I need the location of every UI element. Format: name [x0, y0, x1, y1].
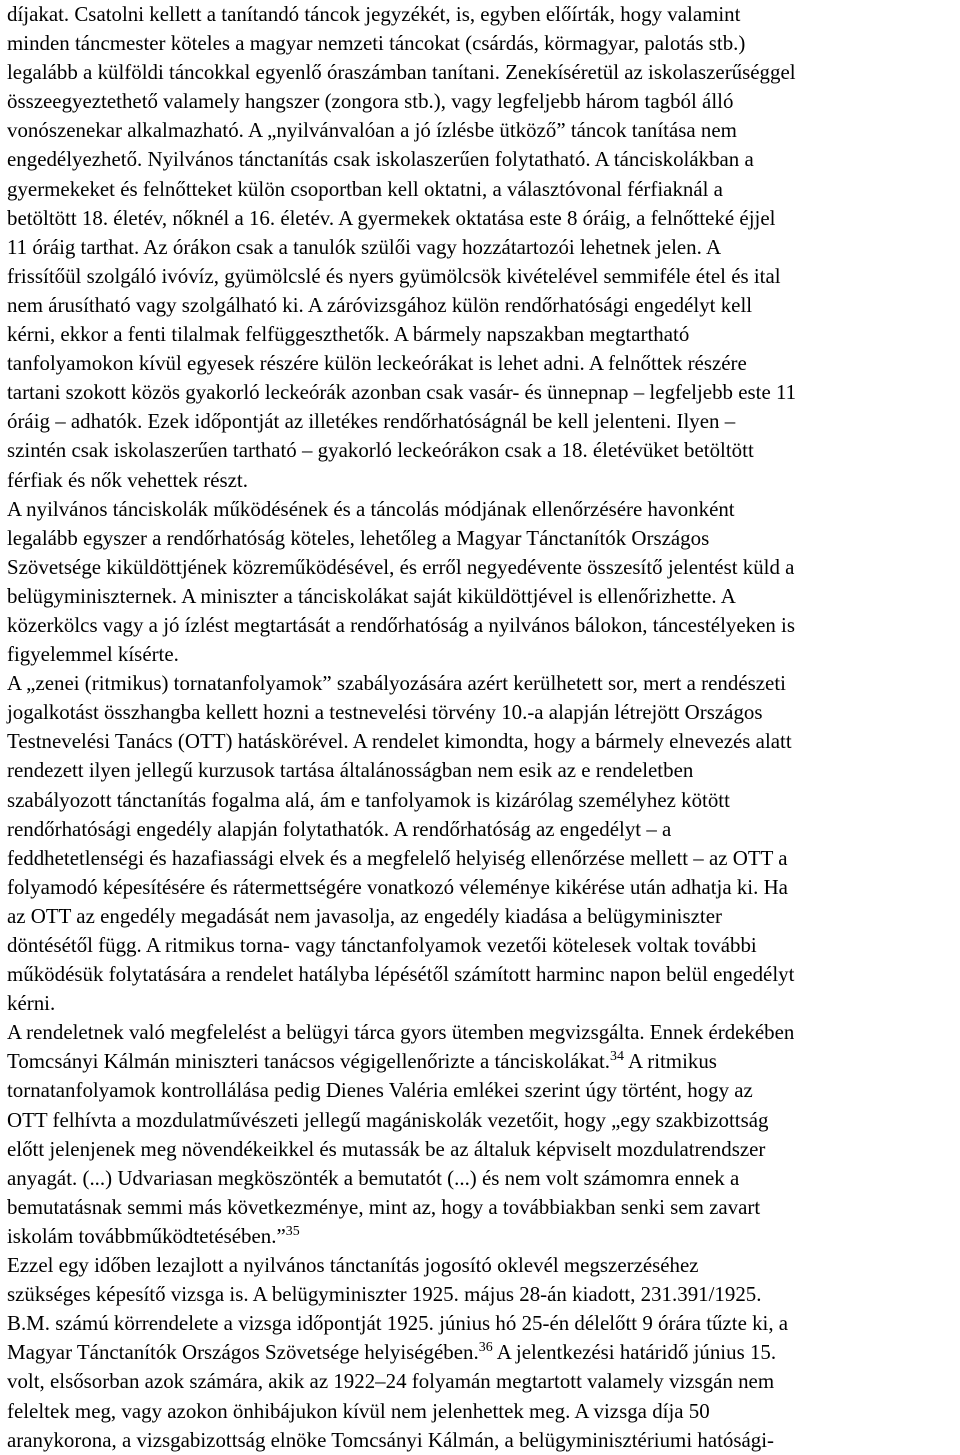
text-line [7, 669, 953, 698]
text-line [7, 116, 953, 145]
line-text: anyagát. (...) Udvariasan megköszönték a bemutatót (...) és nem volt számomra ennek a [7, 1165, 740, 1190]
line-text: feleltek meg, vagy azokon önhibájukon kívül nem jelenhettek meg. A vizsga díja 50 [7, 1398, 710, 1423]
text-line [7, 582, 953, 611]
text-line [7, 640, 953, 669]
line-text: Tomcsányi Kálmán miniszteri tanácsos végigellenőrizte a tánciskolákat. [7, 1049, 611, 1074]
text-line [7, 960, 953, 989]
line-text: feddhetetlenségi és hazafiassági elvek és a megfelelő helyiség ellenőrzése mellett – az OTT a [7, 845, 788, 870]
line-text: összeegyeztethető valamely hangszer (zongora stb.), vagy legfeljebb három tagból álló [7, 89, 734, 114]
line-text: kérni. [7, 991, 56, 1016]
line-text: minden táncmester köteles a magyar nemzeti táncokat (csárdás, körmagyar, palotás stb.) [7, 31, 746, 56]
line-text: B.M. számú körrendelete a vizsga időpontját 1925. június hó 25-én délelőtt 9 órára tűzte ki, a [7, 1311, 789, 1336]
text-line [7, 1338, 953, 1367]
line-text: vonószenekar alkalmazható. A „nyilvánvalóan a jó ízlésbe ütköző” táncok tanítása nem [7, 118, 737, 143]
text-line [7, 87, 953, 116]
text-line [7, 495, 953, 524]
line-text: szabályozott tánctanítás fogalma alá, ám e tanfolyamok is kizárólag személyhez kötött [7, 787, 730, 812]
text-line [7, 902, 953, 931]
text-line [7, 466, 953, 495]
line-text: jogalkotást összhangba kellett hozni a testnevelési törvény 10.-a alapján létrejött Országos [7, 700, 763, 725]
line-text-continued: A ritmikus [623, 1049, 717, 1074]
text-line [7, 0, 953, 29]
text-line [7, 553, 953, 582]
footnote-marker[interactable]: 34 [610, 1049, 624, 1065]
text-line [7, 320, 953, 349]
line-text: frissítőül szolgáló ivóvíz, gyümölcslé és nyers gyümölcsök kivételével semmiféle étel és ital [7, 263, 781, 288]
line-text: szükséges képesítő vizsga is. A belügyminiszter 1925. május 28-án kiadott, 231.391/1925. [7, 1282, 762, 1307]
text-line [7, 262, 953, 291]
line-text: kérni, ekkor a fenti tilalmak felfüggeszthetők. A bármely napszakban megtartható [7, 322, 690, 347]
text-line [7, 1076, 953, 1105]
text-line [7, 611, 953, 640]
line-text: A rendeletnek való megfelelést a belügyi tárca gyors ütemben megvizsgálta. Ennek érdekében [7, 1020, 795, 1045]
text-line [7, 989, 953, 1018]
line-text: tanfolyamokon kívül egyesek részére külön leckeórákat is lehet adni. A felnőttek részére [7, 351, 747, 376]
text-line [7, 204, 953, 233]
line-text: szintén csak iskolaszerűen tartható – gyakorló leckeórákon csak a 18. életévüket betöltött [7, 438, 754, 463]
line-text: óráig – adhatók. Ezek időpontját az illetékes rendőrhatóságnál be kell jelenteni. Ilyen – [7, 409, 736, 434]
text-line [7, 931, 953, 960]
text-line [7, 524, 953, 553]
line-text: tartani szokott közös gyakorló leckeórák azonban csak vasár- és ünnepnap – legfeljebb este 11 [7, 380, 797, 405]
line-text: rendezett ilyen jellegű kurzusok tartása általánosságban nem esik az e rendeletben [7, 758, 694, 783]
text-line [7, 727, 953, 756]
document-page [7, 0, 957, 1455]
line-text: figyelemmel kísérte. [7, 642, 179, 667]
text-line [7, 815, 953, 844]
text-line [7, 756, 953, 785]
line-text-continued: A jelentkezési határidő június 15. [492, 1340, 777, 1365]
text-line [7, 844, 953, 873]
footnote-marker[interactable]: 36 [478, 1340, 493, 1356]
text-line [7, 58, 953, 87]
text-line [7, 378, 953, 407]
line-text: Szövetsége kiküldöttjének közreműködésével, és erről negyedévente összesítő jelentést küld a [7, 554, 795, 579]
text-line [7, 873, 953, 902]
line-text: betöltött 18. életév, nőknél a 16. életév. A gyermekek oktatása este 8 óráig, a felnőtteké éjjel [7, 205, 776, 230]
line-text: legalább egyszer a rendőrhatóság köteles, lehetőleg a Magyar Tánctanítók Országos [7, 525, 710, 550]
line-text: iskolám továbbműködtetésében.” [7, 1223, 286, 1248]
line-text: díjakat. Csatolni kellett a tanítandó táncok jegyzékét, is, egyben előírták, hogy valamint [7, 2, 741, 26]
line-text: Magyar Tánctanítók Országos Szövetsége helyiségében. [7, 1340, 479, 1365]
line-text: az OTT az engedély megadását nem javasolja, az engedély kiadása a belügyminiszter [7, 903, 722, 928]
text-line [7, 29, 953, 58]
text-line [7, 1397, 953, 1426]
text-line [7, 1309, 953, 1338]
line-text: férfiak és nők vehettek részt. [7, 467, 248, 492]
line-text: Testnevelési Tanács (OTT) hatáskörével. A rendelet kimondta, hogy a bármely elnevezés alatt [7, 729, 792, 754]
text-line [7, 407, 953, 436]
line-text: legalább a külföldi táncokkal egyenlő óraszámban tanítani. Zenekíséretül az iskolaszerűséggel [7, 60, 796, 85]
line-text: Ezzel egy időben lezajlott a nyilvános tánctanítás jogosító oklevél megszerzéséhez [7, 1253, 699, 1278]
text-line [7, 698, 953, 727]
line-text: aranykorona, a vizsgabizottság elnöke Tomcsányi Kálmán, a belügyminisztériumi hatósági- [7, 1427, 775, 1452]
line-text: előtt jelenjenek meg növendékeikkel és mutassák be az általuk képviselt mozdulatrendszer [7, 1136, 766, 1161]
text-line [7, 1047, 953, 1076]
text-line [7, 1193, 953, 1222]
text-line [7, 175, 953, 204]
line-text: A „zenei (ritmikus) tornatanfolyamok” szabályozására azért kerülhetett sor, mert a rendészeti [7, 671, 786, 696]
line-text: döntésétől függ. A ritmikus torna- vagy tánctanfolyamok vezetői kötelesek voltak további [7, 933, 757, 957]
line-text: gyermekeket és felnőtteket külön csoportban kell oktatni, a választóvonal férfiaknál a [7, 176, 723, 201]
text-line [7, 786, 953, 815]
line-text: rendőrhatósági engedély alapján folytathatók. A rendőrhatóság az engedélyt – a [7, 816, 672, 841]
text-line [7, 1018, 953, 1047]
text-line [7, 1367, 953, 1396]
line-text: OTT felhívta a mozdulatművészeti jellegű magániskolák vezetőit, hogy „egy szakbizottság [7, 1107, 769, 1132]
text-line [7, 436, 953, 465]
line-text: volt, elsősorban azok számára, akik az 1922–24 folyamán megtartott valamely vizsgán nem [7, 1369, 775, 1394]
footnote-marker[interactable]: 35 [285, 1223, 300, 1239]
text-line [7, 1164, 953, 1193]
line-text: belügyminiszternek. A miniszter a tánciskolákat saját kiküldöttjével is ellenőrizhette. A [7, 583, 736, 608]
line-text: A nyilvános tánciskolák működésének és a táncolás módjának ellenőrzésére havonként [7, 496, 735, 521]
text-line [7, 233, 953, 262]
line-text: nem árusítható vagy szolgálható ki. A záróvizsgához külön rendőrhatósági engedélyt kell [7, 292, 753, 317]
line-text: tornatanfolyamok kontrollálása pedig Dienes Valéria emlékei szerint úgy történt, hogy az [7, 1078, 753, 1103]
text-line [7, 291, 953, 320]
text-line [7, 1222, 953, 1251]
line-text: 11 óráig tarthat. Az órákon csak a tanulók szülői vagy hozzátartozói lehetnek jelen. A [7, 234, 722, 259]
text-line [7, 1280, 953, 1309]
line-text: közerkölcs vagy a jó ízlést megtartását a rendőrhatóság a nyilvános bálokon, táncestélyeken is [7, 612, 796, 637]
text-line [7, 349, 953, 378]
line-text: működésük folytatására a rendelet hatályba lépésétől számított harminc napon belül engedélyt [7, 962, 795, 987]
text-line [7, 145, 953, 174]
line-text: folyamodó képesítésére és rátermettségére vonatkozó véleménye kikérése után adhatja ki. Ha [7, 874, 788, 899]
line-text: bemutatásnak semmi más következménye, mint az, hogy a továbbiakban senki sem zavart [7, 1194, 761, 1219]
line-text: engedélyezhető. Nyilvános tánctanítás csak iskolaszerűen folytatható. A tánciskolákban a [7, 147, 754, 172]
text-line [7, 1251, 953, 1280]
text-line [7, 1106, 953, 1135]
text-line [7, 1135, 953, 1164]
text-line [7, 1426, 953, 1455]
